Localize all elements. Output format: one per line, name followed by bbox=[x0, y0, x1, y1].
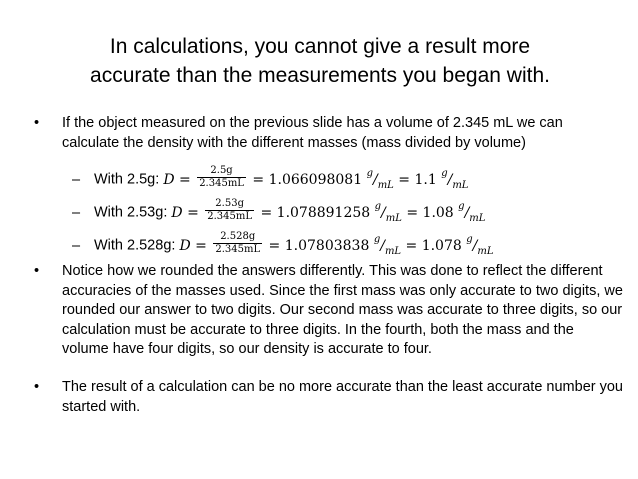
raw-result: 1.07803838 bbox=[284, 237, 370, 254]
slide-title-line-2: accurate than the measurements you began with. bbox=[90, 64, 550, 87]
raw-result: 1.078891258 bbox=[276, 204, 371, 221]
bullet-text: If the object measured on the previous slide has a volume of 2.345 mL we can calculate the density with the different masses (mass divided by volume) bbox=[62, 115, 563, 151]
fraction-numerator: 2.53g bbox=[205, 198, 254, 211]
fraction-denominator: 2.345mL bbox=[215, 244, 261, 256]
equals-sign: = bbox=[406, 204, 419, 221]
rounded-result: 1.08 bbox=[422, 204, 454, 221]
rounded-result: 1.078 bbox=[421, 237, 462, 254]
fraction-denominator: 2.345mL bbox=[199, 178, 244, 190]
equals-sign: = bbox=[260, 204, 273, 221]
calculation-label: With 2.528g: bbox=[94, 237, 176, 254]
equals-sign: = bbox=[268, 237, 281, 254]
slide-title bbox=[40, 32, 600, 90]
mass-over-volume-fraction bbox=[213, 231, 262, 256]
equals-sign: = bbox=[195, 237, 207, 254]
raw-result: 1.066098081 bbox=[268, 171, 363, 188]
sub-bullet-dash: – bbox=[72, 204, 81, 221]
mass-over-volume-fraction bbox=[197, 165, 246, 190]
bullet-dot: • bbox=[34, 115, 40, 131]
density-formula bbox=[171, 198, 486, 224]
calculation-line bbox=[72, 199, 632, 228]
mass-over-volume-fraction bbox=[205, 198, 254, 223]
bullet-text: Notice how we rounded the answers differently. This was done to reflect the different accuracies of the masses used. Since the first mass was only accurate to two digits, we rounded our answer to two digits. Our second mass was accurate to three digits, so our calculation must be accurate to three digits. In the fourth, both the mass and the volume have four digits, so our density is accurate to four. bbox=[62, 263, 623, 357]
calculation-label: With 2.5g: bbox=[94, 171, 160, 188]
calculation-line bbox=[72, 166, 632, 195]
fraction-numerator: 2.5g bbox=[197, 165, 246, 178]
density-unit: $^g/_{mL}$ bbox=[441, 168, 469, 191]
calculation-label: With 2.53g: bbox=[94, 204, 168, 221]
fraction-numerator: 2.528g bbox=[213, 231, 262, 244]
slide-title-line-1: In calculations, you cannot give a result more bbox=[109, 35, 531, 58]
fraction-denominator: 2.345mL bbox=[207, 211, 253, 223]
equals-sign: = bbox=[398, 171, 411, 188]
sub-bullet-dash: – bbox=[72, 237, 81, 254]
rounded-result: 1.1 bbox=[414, 171, 437, 188]
density-unit: $^g/_{mL}$ bbox=[366, 168, 394, 191]
density-formula bbox=[179, 231, 494, 257]
bullet-dot: • bbox=[34, 379, 40, 395]
equals-sign: = bbox=[187, 204, 199, 221]
calculation-line bbox=[72, 232, 632, 261]
density-unit: $^g/_{mL}$ bbox=[374, 201, 402, 224]
density-variable: D bbox=[171, 204, 183, 221]
density-formula bbox=[163, 165, 469, 191]
density-unit: $^g/_{mL}$ bbox=[458, 201, 486, 224]
bullet-dot: • bbox=[34, 263, 40, 279]
density-variable: D bbox=[163, 171, 175, 188]
density-unit: $^g/_{mL}$ bbox=[466, 234, 494, 257]
bullet-item bbox=[34, 262, 624, 360]
equals-sign: = bbox=[405, 237, 418, 254]
equals-sign: = bbox=[252, 171, 265, 188]
bullet-item bbox=[34, 114, 624, 153]
bullet-text: The result of a calculation can be no more accurate than the least accurate number you started with. bbox=[62, 379, 623, 415]
equals-sign: = bbox=[179, 171, 191, 188]
density-variable: D bbox=[179, 237, 191, 254]
sub-bullet-dash: – bbox=[72, 171, 81, 188]
density-unit: $^g/_{mL}$ bbox=[373, 234, 402, 257]
bullet-item bbox=[34, 378, 624, 417]
